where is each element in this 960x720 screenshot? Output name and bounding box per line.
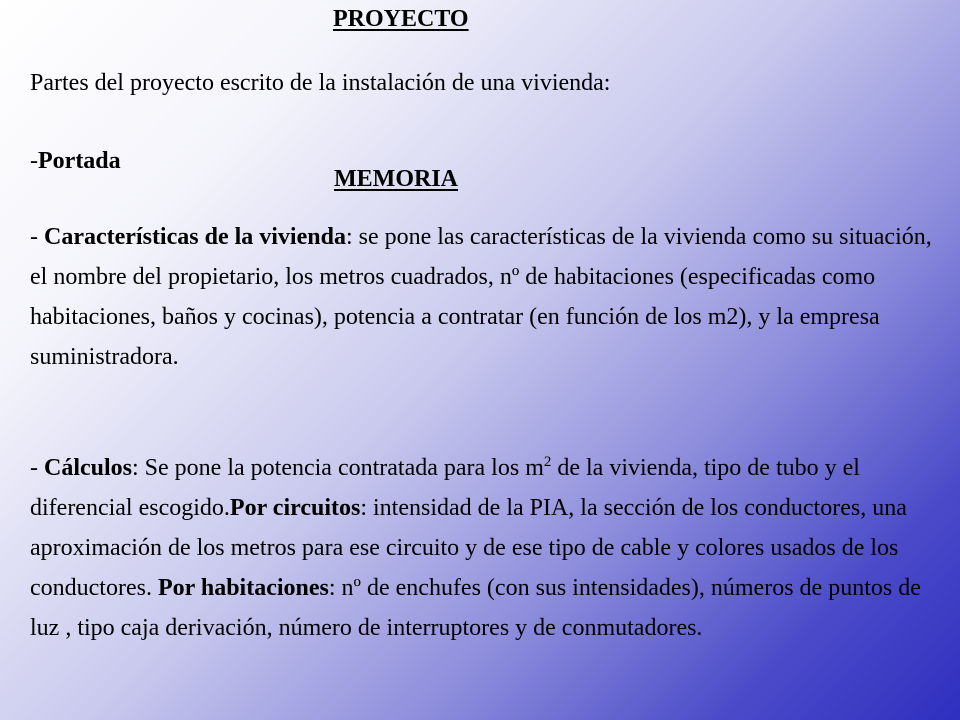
caracteristicas-term: Características de la vivienda xyxy=(44,224,346,250)
calculos-text-3: : intensidad de la PIA, la sección de los conductores, una aproximación de los metros para ese circuito y de ese tipo de cable y colores usados de los conductores. xyxy=(30,495,907,601)
caracteristicas-paragraph xyxy=(30,217,945,377)
calculos-text-4: : nº de enchufes (con sus intensidades), números de puntos de luz , tipo caja derivación, número de interruptores y de conmutadores. xyxy=(30,575,921,641)
portada-dash: - xyxy=(30,148,38,174)
intro-text: Partes del proyecto escrito de la instalación de una vivienda: xyxy=(30,70,611,96)
calculos-term: Cálculos xyxy=(44,455,133,481)
calculos-superscript: 2 xyxy=(543,454,552,470)
portada-label: Portada xyxy=(38,148,121,174)
portada-item xyxy=(30,148,121,175)
section-subtitle: MEMORIA xyxy=(334,166,458,192)
por-circuitos-term: Por circuitos xyxy=(229,495,361,521)
por-habitaciones-term: Por habitaciones xyxy=(157,575,329,601)
calculos-paragraph xyxy=(30,448,945,648)
slide-title: PROYECTO xyxy=(333,6,469,32)
calculos-dash: - xyxy=(30,455,44,481)
caracteristicas-text: : se pone las características de la vivienda como su situación, el nombre del propietario, los metros cuadrados, nº de habitaciones (especificadas como habitaciones, baños y cocinas), potencia a contratar (en función de los m2), y la empresa suministradora. xyxy=(30,224,932,370)
caracteristicas-dash: - xyxy=(30,224,44,250)
calculos-text-2: de la vivienda, tipo de tubo y el diferencial escogido. xyxy=(30,455,860,521)
calculos-text-1: : Se pone la potencia contratada para los m xyxy=(132,455,544,481)
